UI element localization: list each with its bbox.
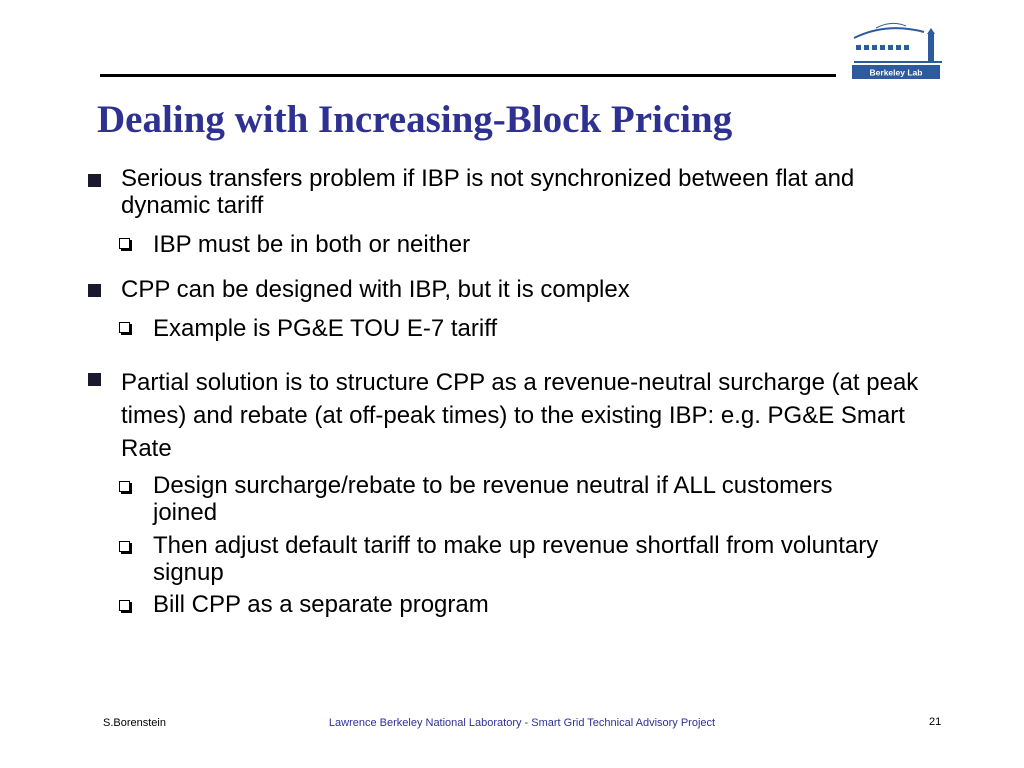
sub-bullet-item: Bill CPP as a separate program	[153, 591, 489, 618]
hollow-box-bullet-icon	[119, 481, 130, 492]
bullet-item: Serious transfers problem if IBP is not synchronized between flat and dynamic tariff	[121, 165, 855, 219]
sub-bullet-item: Then adjust default tariff to make up revenue shortfall from voluntary signup	[153, 532, 879, 586]
hollow-box-bullet-icon	[119, 541, 130, 552]
sub-bullet-item: Example is PG&E TOU E-7 tariff	[153, 315, 498, 342]
footer-lab-name: Lawrence Berkeley National Laboratory - Smart Grid Technical Advisory Project	[328, 717, 716, 729]
page-number: 21	[929, 716, 942, 728]
square-bullet-icon	[88, 284, 101, 297]
square-bullet-icon	[88, 174, 101, 187]
bullet-item: CPP can be designed with IBP, but it is complex	[121, 276, 630, 303]
berkeley-lab-logo	[846, 20, 946, 82]
logo-text: Berkeley Lab	[869, 67, 923, 78]
footer-author: S.Borenstein	[103, 717, 166, 729]
slide-title: Dealing with Increasing-Block Pricing	[97, 98, 733, 141]
hollow-box-bullet-icon	[119, 238, 130, 249]
sub-bullet-item: IBP must be in both or neither	[153, 231, 471, 258]
square-bullet-icon	[88, 373, 101, 386]
hollow-box-bullet-icon	[119, 600, 130, 611]
bullet-item: Partial solution is to structure CPP as a revenue-neutral surcharge (at peak times) and rebate (at off-peak times) to the existing IBP: e.g. PG&E Smart Rate	[121, 369, 919, 462]
sub-bullet-item: Design surcharge/rebate to be revenue neutral if ALL customers joined	[153, 472, 833, 526]
hollow-box-bullet-icon	[119, 322, 130, 333]
title-underline	[100, 74, 836, 77]
